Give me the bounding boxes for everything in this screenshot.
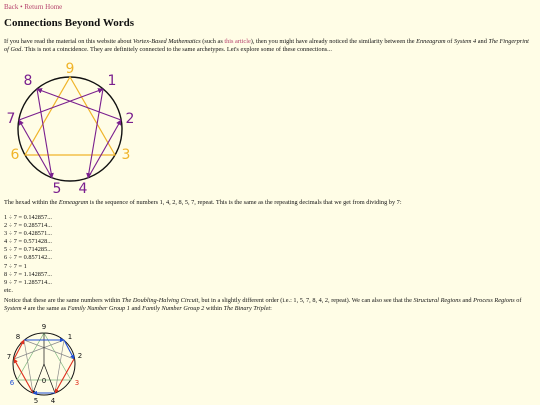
return-home-link[interactable]: Return Home — [24, 3, 63, 11]
label-3: 3 — [121, 147, 131, 163]
label-1: 1 — [67, 333, 73, 341]
division-line: 7 ÷ 7 = 1 — [4, 262, 27, 270]
label-5: 5 — [33, 397, 39, 405]
label-7: 7 — [6, 353, 12, 361]
label-9: 9 — [65, 61, 75, 77]
enneagram-circle — [18, 77, 122, 181]
notice-text: and — [129, 305, 143, 312]
enneagram-triangle — [25, 77, 115, 155]
intro-text: ), then you might have already noticed the similarity between the — [250, 38, 417, 45]
notice-em: The Doubling-Halving Circuit — [121, 297, 199, 304]
notice-em: Process Regions — [473, 297, 515, 304]
nav-separator: • — [20, 3, 23, 11]
hexad-text: is the sequence of numbers 1, 4, 2, 8, 5, 7, repeat. This is the same as the repeating decimals that we get from dividing by 7: — [88, 199, 402, 206]
binary-triplet-figure — [4, 319, 94, 405]
notice-text: : — [270, 305, 272, 312]
division-line: 9 ÷ 7 = 1.285714... — [4, 278, 52, 286]
intro-text: . This is not a coincidence. They are definitely connected to the same archetypes. Let's explore some of these connections... — [21, 46, 332, 53]
division-line: 1 ÷ 7 = 0.142857... — [4, 214, 52, 221]
intro-text: of — [445, 38, 454, 45]
label-0: 0 — [41, 377, 47, 385]
notice-text: Notice that these are the same numbers within — [4, 297, 122, 304]
division-line: 6 ÷ 7 = 0.857142... — [4, 254, 52, 262]
intro-em-vbm: Vortex-Based Mathematics — [133, 38, 201, 45]
hexad-paragraph — [4, 199, 402, 207]
notice-em: Family Number Group 1 — [67, 305, 130, 312]
page-title: Connections Beyond Words — [4, 17, 134, 29]
division-line: 3 ÷ 7 = 0.428571... — [4, 230, 52, 238]
label-8: 8 — [15, 333, 21, 341]
enneagram-hexad — [19, 89, 121, 178]
page-content — [4, 3, 534, 405]
notice-text: of — [514, 297, 522, 304]
label-2: 2 — [77, 352, 83, 360]
label-6: 6 — [9, 379, 15, 387]
this-article-link[interactable]: this article — [224, 38, 251, 45]
intro-em-fingerprint: The Fingerprint of God — [4, 38, 529, 53]
label-9: 9 — [41, 323, 47, 331]
notice-paragraph — [4, 297, 532, 313]
label-5: 5 — [52, 181, 62, 197]
label-4: 4 — [78, 181, 88, 197]
intro-paragraph — [4, 38, 534, 54]
label-4: 4 — [50, 397, 56, 405]
intro-em-enneagram: Enneagram — [416, 38, 446, 45]
division-line: 4 ÷ 7 = 0.571428... — [4, 238, 52, 246]
division-line: 2 ÷ 7 = 0.285714... — [4, 222, 52, 230]
division-line: etc. — [4, 286, 13, 294]
label-1: 1 — [107, 73, 117, 89]
label-8: 8 — [23, 73, 33, 89]
intro-text: If you have read the material on this website about — [4, 38, 134, 45]
enneagram-figure — [4, 57, 144, 197]
notice-text: are the same as — [26, 305, 68, 312]
hexad-text: The hexad within the — [4, 199, 59, 206]
division-line: 5 ÷ 7 = 0.714285... — [4, 246, 52, 254]
intro-text: and — [476, 38, 489, 45]
back-link[interactable]: Back — [4, 3, 19, 11]
division-line: 8 ÷ 7 = 1.142857... — [4, 270, 52, 278]
label-2: 2 — [125, 111, 135, 127]
division-list — [4, 214, 52, 295]
notice-em: Family Number Group 2 — [142, 305, 205, 312]
hexad-em-enneagram: Enneagram — [58, 199, 89, 206]
notice-text: within — [204, 305, 224, 312]
label-6: 6 — [10, 147, 20, 163]
notice-text: , but in a slightly different order (i.e.: 1, 5, 7, 8, 4, 2, repeat). We can also see that the — [198, 297, 414, 304]
intro-em-system4: System 4 — [453, 38, 477, 45]
label-3: 3 — [74, 379, 80, 387]
nav-bar — [4, 3, 534, 12]
label-7: 7 — [6, 111, 16, 127]
notice-em: The Binary Triplet — [223, 305, 271, 312]
notice-text: and — [460, 297, 474, 304]
notice-em: Structural Regions — [413, 297, 461, 304]
intro-text: (such as — [200, 38, 225, 45]
notice-em: System 4 — [4, 305, 27, 312]
